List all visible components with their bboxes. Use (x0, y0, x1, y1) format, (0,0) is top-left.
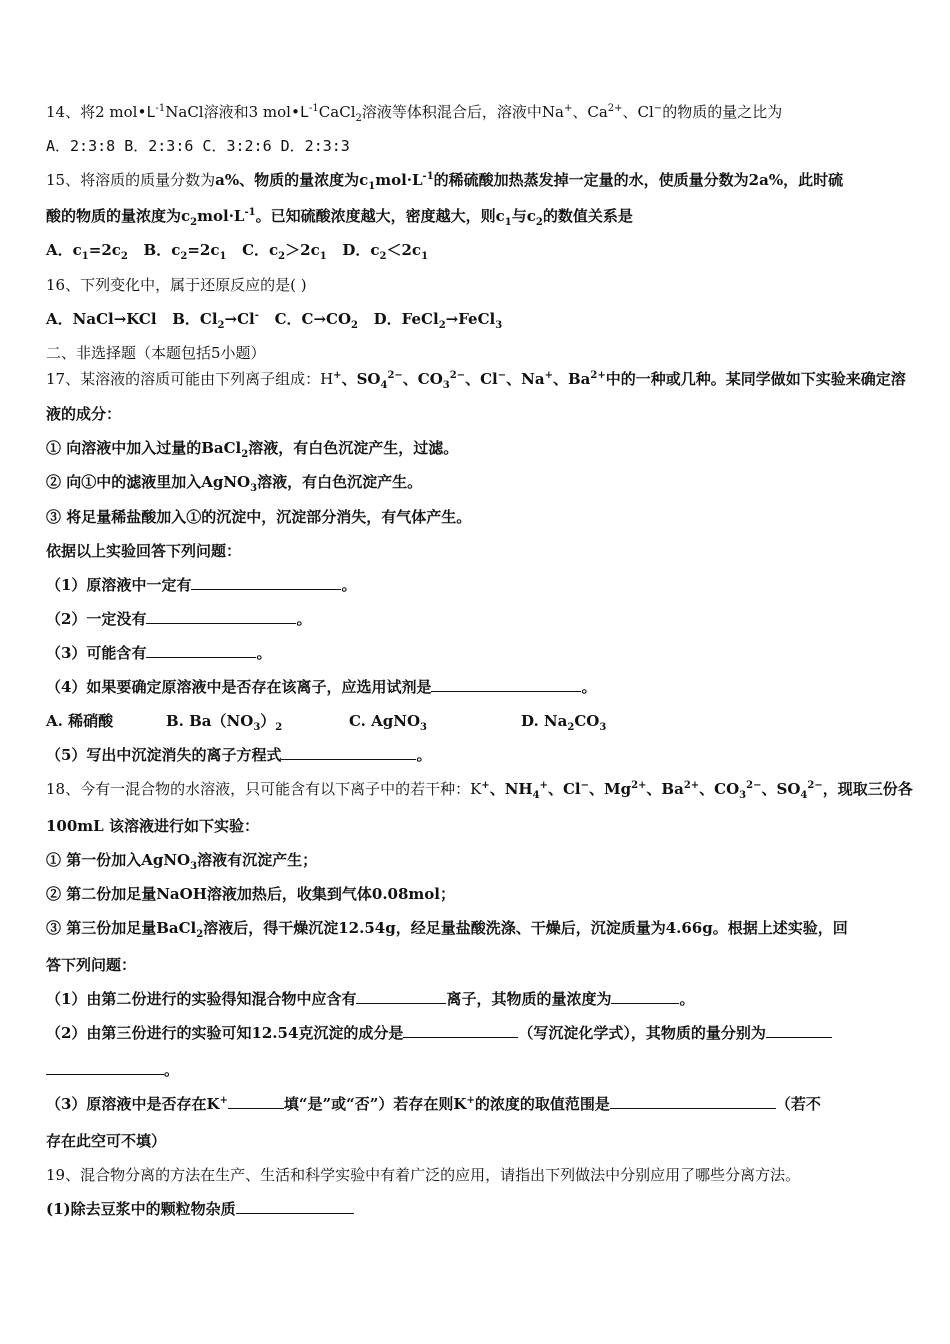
answer-blank[interactable] (228, 1094, 284, 1109)
q17-part-3: （3）可能含有 。 (46, 644, 272, 662)
q18-step-3-cont: 答下列问题： (46, 956, 137, 974)
q15-options (46, 240, 428, 260)
q17-part-1: （1）原溶液中一定有 。 (46, 576, 357, 594)
q18-part-2: （2）由第三份进行的实验可知12.54克沉淀的成分是 （写沉淀化学式），其物质的量分别为 (46, 1023, 832, 1043)
q18-part-1: （1）由第二份进行的实验得知混合物中应含有 离子，其物质的量浓度为 。 (46, 990, 695, 1008)
q18-step-3: ③ 第三份加足量BaCl$_2$溶液后，得干燥沉淀12.54g，经足量盐酸洗涤、干燥后，沉淀质量为4.66g。根据上述实验，回 (46, 919, 848, 940)
q15-option-b: B．$c_2=2c_1$ (143, 241, 227, 262)
answer-blank[interactable] (610, 1094, 776, 1109)
answer-blank[interactable] (431, 677, 581, 692)
q18-stem-line1: 18、今有一混合物的水溶液，只可能含有以下离子中的若干种：K+、$NH_4^+$、Cl−、$Mg^{2+}$、$Ba^{2+}$、$CO_3^{2-}$、$SO_4^{2-}$，现取三份各 (46, 780, 913, 801)
q17-part-2: （2）一定没有 。 (46, 610, 312, 628)
answer-blank[interactable] (281, 745, 416, 760)
answer-blank[interactable] (191, 575, 341, 590)
q19-part-1: (1)除去豆浆中的颗粒物杂质 (46, 1199, 354, 1219)
q17-stem-line2: 液的成分： (46, 405, 122, 423)
answer-blank[interactable] (46, 1060, 164, 1075)
q18-stem-line2: 100mL 该溶液进行如下实验： (46, 817, 259, 835)
q17-option-a: A. 稀硝酸 (46, 712, 114, 730)
q14-stem: 14、将2 $mol•L^{-1}NaCl$溶液和3 $mol•L^{-1}CaCl_2$溶液等体积混合后，溶液中Na+、$Ca^{2+}$、Cl−的物质的量之比为 (46, 103, 783, 124)
q17-step-2: ② 向①中的滤液里加入AgNO$_3$溶液，有白色沉淀产生。 (46, 473, 423, 494)
q18-step-1: ① 第一份加入AgNO$_3$溶液有沉淀产生； (46, 851, 318, 872)
q15-option-a: A．$c_1=2c_2$ (46, 241, 128, 262)
q17-step-3: ③ 将足量稀盐酸加入①的沉淀中，沉淀部分消失，有气体产生。 (46, 508, 472, 526)
q15-option-c: C．$c_2>2c_1$ (242, 241, 327, 262)
q18-step-2: ② 第二份加足量NaOH溶液加热后，收集到气体0.08mol； (46, 885, 456, 903)
answer-blank[interactable] (766, 1023, 832, 1038)
q17-step-1: ① 向溶液中加入过量的BaCl$_2$溶液，有白色沉淀产生，过滤。 (46, 439, 459, 460)
answer-blank[interactable] (236, 1199, 354, 1214)
q16-options: A．NaCl→KCl B．$Cl_2\to Cl^-$ C．$C\to CO_2$ D．FeCl$_2$→FeCl$_3$ (46, 310, 503, 331)
q15-stem-line2: 酸的物质的量浓度为$c_2mol\cdot L^{-1}$。已知硫酸浓度越大，密度越大，则$c_1$与$c_2$的数值关系是 (46, 207, 633, 228)
q15-stem-line1: 15、将溶质的质量分数为a%、物质的量浓度为$c_1mol\cdot L^{-1}$的稀硫酸加热蒸发掉一定量的水，使质量分数为2a%，此时硫 (46, 171, 844, 192)
q17-intro: 依据以上实验回答下列问题： (46, 542, 242, 560)
answer-blank[interactable] (146, 609, 296, 624)
q17-option-d: D. $Na_2CO_3$ (521, 712, 607, 733)
q17-part-4: （4）如果要确定原溶液中是否存在该离子，应选用试剂是 。 (46, 678, 597, 696)
q16-stem: 16、下列变化中，属于还原反应的是( ) (46, 276, 307, 294)
q17-option-c: C. AgNO$_3$ (349, 712, 427, 733)
q15-option-d: D．$c_2<2c_1$ (342, 241, 429, 262)
q18-part-3-cont: 存在此空可不填） (46, 1132, 167, 1150)
q14-options: A．2:3:8 B．2:3:6 C．3:2:6 D．2:3:3 (46, 137, 350, 155)
q19-stem: 19、混合物分离的方法在生产、生活和科学实验中有着广泛的应用，请指出下列做法中分别应用了哪些分离方法。 (46, 1166, 801, 1184)
q18-part-2-cont: 。 (46, 1060, 179, 1080)
q18-part-3: （3）原溶液中是否存在K+ 填“是”或“否”）若存在则K+的浓度的取值范围是 （若不 (46, 1095, 821, 1113)
answer-blank[interactable] (611, 989, 679, 1004)
q17-option-b: B. $Ba(NO_3)_2$ (166, 712, 283, 733)
answer-blank[interactable] (403, 1023, 518, 1038)
q17-part-5: （5）写出中沉淀消失的离子方程式 。 (46, 746, 432, 764)
q17-stem-line1: 17、某溶液的溶质可能由下列离子组成：H+、$SO_4^{2-}$、$CO_3^{2-}$、Cl−、Na+、$Ba^{2+}$中的一种或几种。某同学做如下实验来确定溶 (46, 370, 906, 391)
answer-blank[interactable] (146, 643, 256, 658)
section-heading: 二、非选择题（本题包括5小题） (46, 344, 266, 362)
answer-blank[interactable] (356, 989, 446, 1004)
